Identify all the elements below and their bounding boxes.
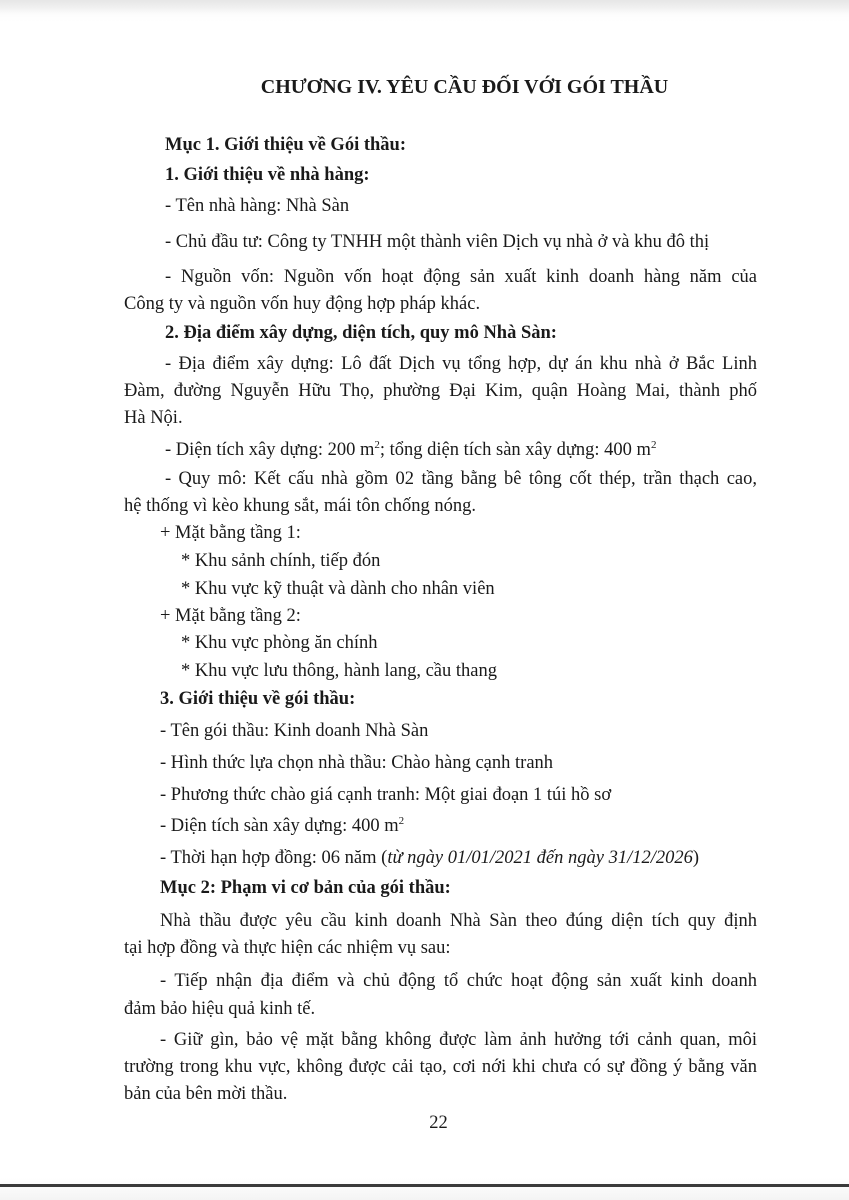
location-line-1: - Địa điểm xây dựng: Lô đất Dịch vụ tổng hợp, dự án khu nhà ở Bắc Linh — [165, 354, 757, 374]
contract-duration-label: - Thời hạn hợp đồng: 06 năm ( — [160, 848, 388, 868]
chapter-title: CHƯƠNG IV. YÊU CẦU ĐỐI VỚI GÓI THẦU — [260, 76, 669, 98]
floor-area — [160, 813, 404, 839]
package-name: - Tên gói thầu: Kinh doanh Nhà Sàn — [160, 721, 429, 741]
superscript-2: 2 — [650, 438, 657, 451]
subsection-1-heading: 1. Giới thiệu về nhà hàng: — [165, 165, 370, 185]
restaurant-name: - Tên nhà hàng: Nhà Sàn — [165, 196, 350, 216]
scale-line-1: - Quy mô: Kết cấu nhà gồm 02 tầng bằng bê tông cốt thép, trần thạch cao, — [165, 469, 757, 489]
building-area-text: - Diện tích xây dựng: 200 m — [165, 440, 375, 460]
location-line-3: Hà Nội. — [124, 408, 183, 428]
floor-1-heading: + Mặt bằng tầng 1: — [160, 523, 301, 543]
contract-duration — [160, 845, 699, 871]
section-2-heading: Mục 2: Phạm vi cơ bản của gói thầu: — [160, 878, 451, 898]
page-number: 22 — [429, 1113, 448, 1133]
subsection-3-heading: 3. Giới thiệu về gói thầu: — [160, 689, 356, 709]
subsection-2-heading: 2. Địa điểm xây dựng, diện tích, quy mô Nhà Sàn: — [165, 323, 557, 343]
floor-area-label: - Diện tích sàn xây dựng: 400 m — [160, 816, 399, 836]
investor: - Chủ đầu tư: Công ty TNHH một thành viên Dịch vụ nhà ở và khu đô thị — [165, 232, 710, 252]
contract-period-dates: từ ngày 01/01/2021 đến ngày 31/12/2026 — [387, 848, 693, 868]
scope-para-3-line-2: trường trong khu vực, không được cải tạo, cơi nới khi chưa có sự đồng ý bằng văn — [124, 1057, 757, 1077]
scan-edge-bottom — [0, 1184, 849, 1187]
bidding-method: - Phương thức chào giá cạnh tranh: Một giai đoạn 1 túi hồ sơ — [160, 785, 612, 805]
superscript-2: 2 — [374, 438, 380, 451]
floor-2-heading: + Mặt bằng tầng 2: — [160, 606, 301, 626]
superscript-2: 2 — [398, 814, 405, 827]
scope-para-3-line-3: bản của bên mời thầu. — [124, 1084, 288, 1104]
floor-2-item-dining: * Khu vực phòng ăn chính — [181, 633, 378, 653]
scope-para-2-line-2: đảm bảo hiệu quả kinh tế. — [124, 999, 316, 1019]
building-area — [165, 437, 656, 463]
selection-method: - Hình thức lựa chọn nhà thầu: Chào hàng cạnh tranh — [160, 753, 554, 773]
contract-duration-close: ) — [692, 848, 700, 868]
funding-line-2: Công ty và nguồn vốn huy động hợp pháp khác. — [124, 294, 481, 314]
floor-1-item-technical: * Khu vực kỹ thuật và dành cho nhân viên — [181, 579, 495, 599]
floor-area-text: ; tổng diện tích sàn xây dựng: 400 m — [379, 440, 651, 460]
scope-para-1-line-1: Nhà thầu được yêu cầu kinh doanh Nhà Sàn theo đúng diện tích quy định — [160, 911, 757, 931]
floor-2-item-circulation: * Khu vực lưu thông, hành lang, cầu thang — [181, 661, 497, 681]
scale-line-2: hệ thống vì kèo khung sắt, mái tôn chống nóng. — [124, 496, 476, 516]
scope-para-1-line-2: tại hợp đồng và thực hiện các nhiệm vụ sau: — [124, 938, 451, 958]
location-line-2: Đàm, đường Nguyễn Hữu Thọ, phường Đại Kim, quận Hoàng Mai, thành phố — [124, 381, 757, 401]
section-1-heading: Mục 1. Giới thiệu về Gói thầu: — [165, 135, 406, 155]
floor-1-item-lobby: * Khu sảnh chính, tiếp đón — [181, 551, 381, 571]
scope-para-2-line-1: - Tiếp nhận địa điểm và chủ động tổ chức hoạt động sản xuất kinh doanh — [160, 971, 757, 991]
funding-line-1: - Nguồn vốn: Nguồn vốn hoạt động sản xuất kinh doanh hàng năm của — [165, 267, 757, 287]
scope-para-3-line-1: - Giữ gìn, bảo vệ mặt bằng không được làm ảnh hưởng tới cảnh quan, môi — [160, 1030, 757, 1050]
